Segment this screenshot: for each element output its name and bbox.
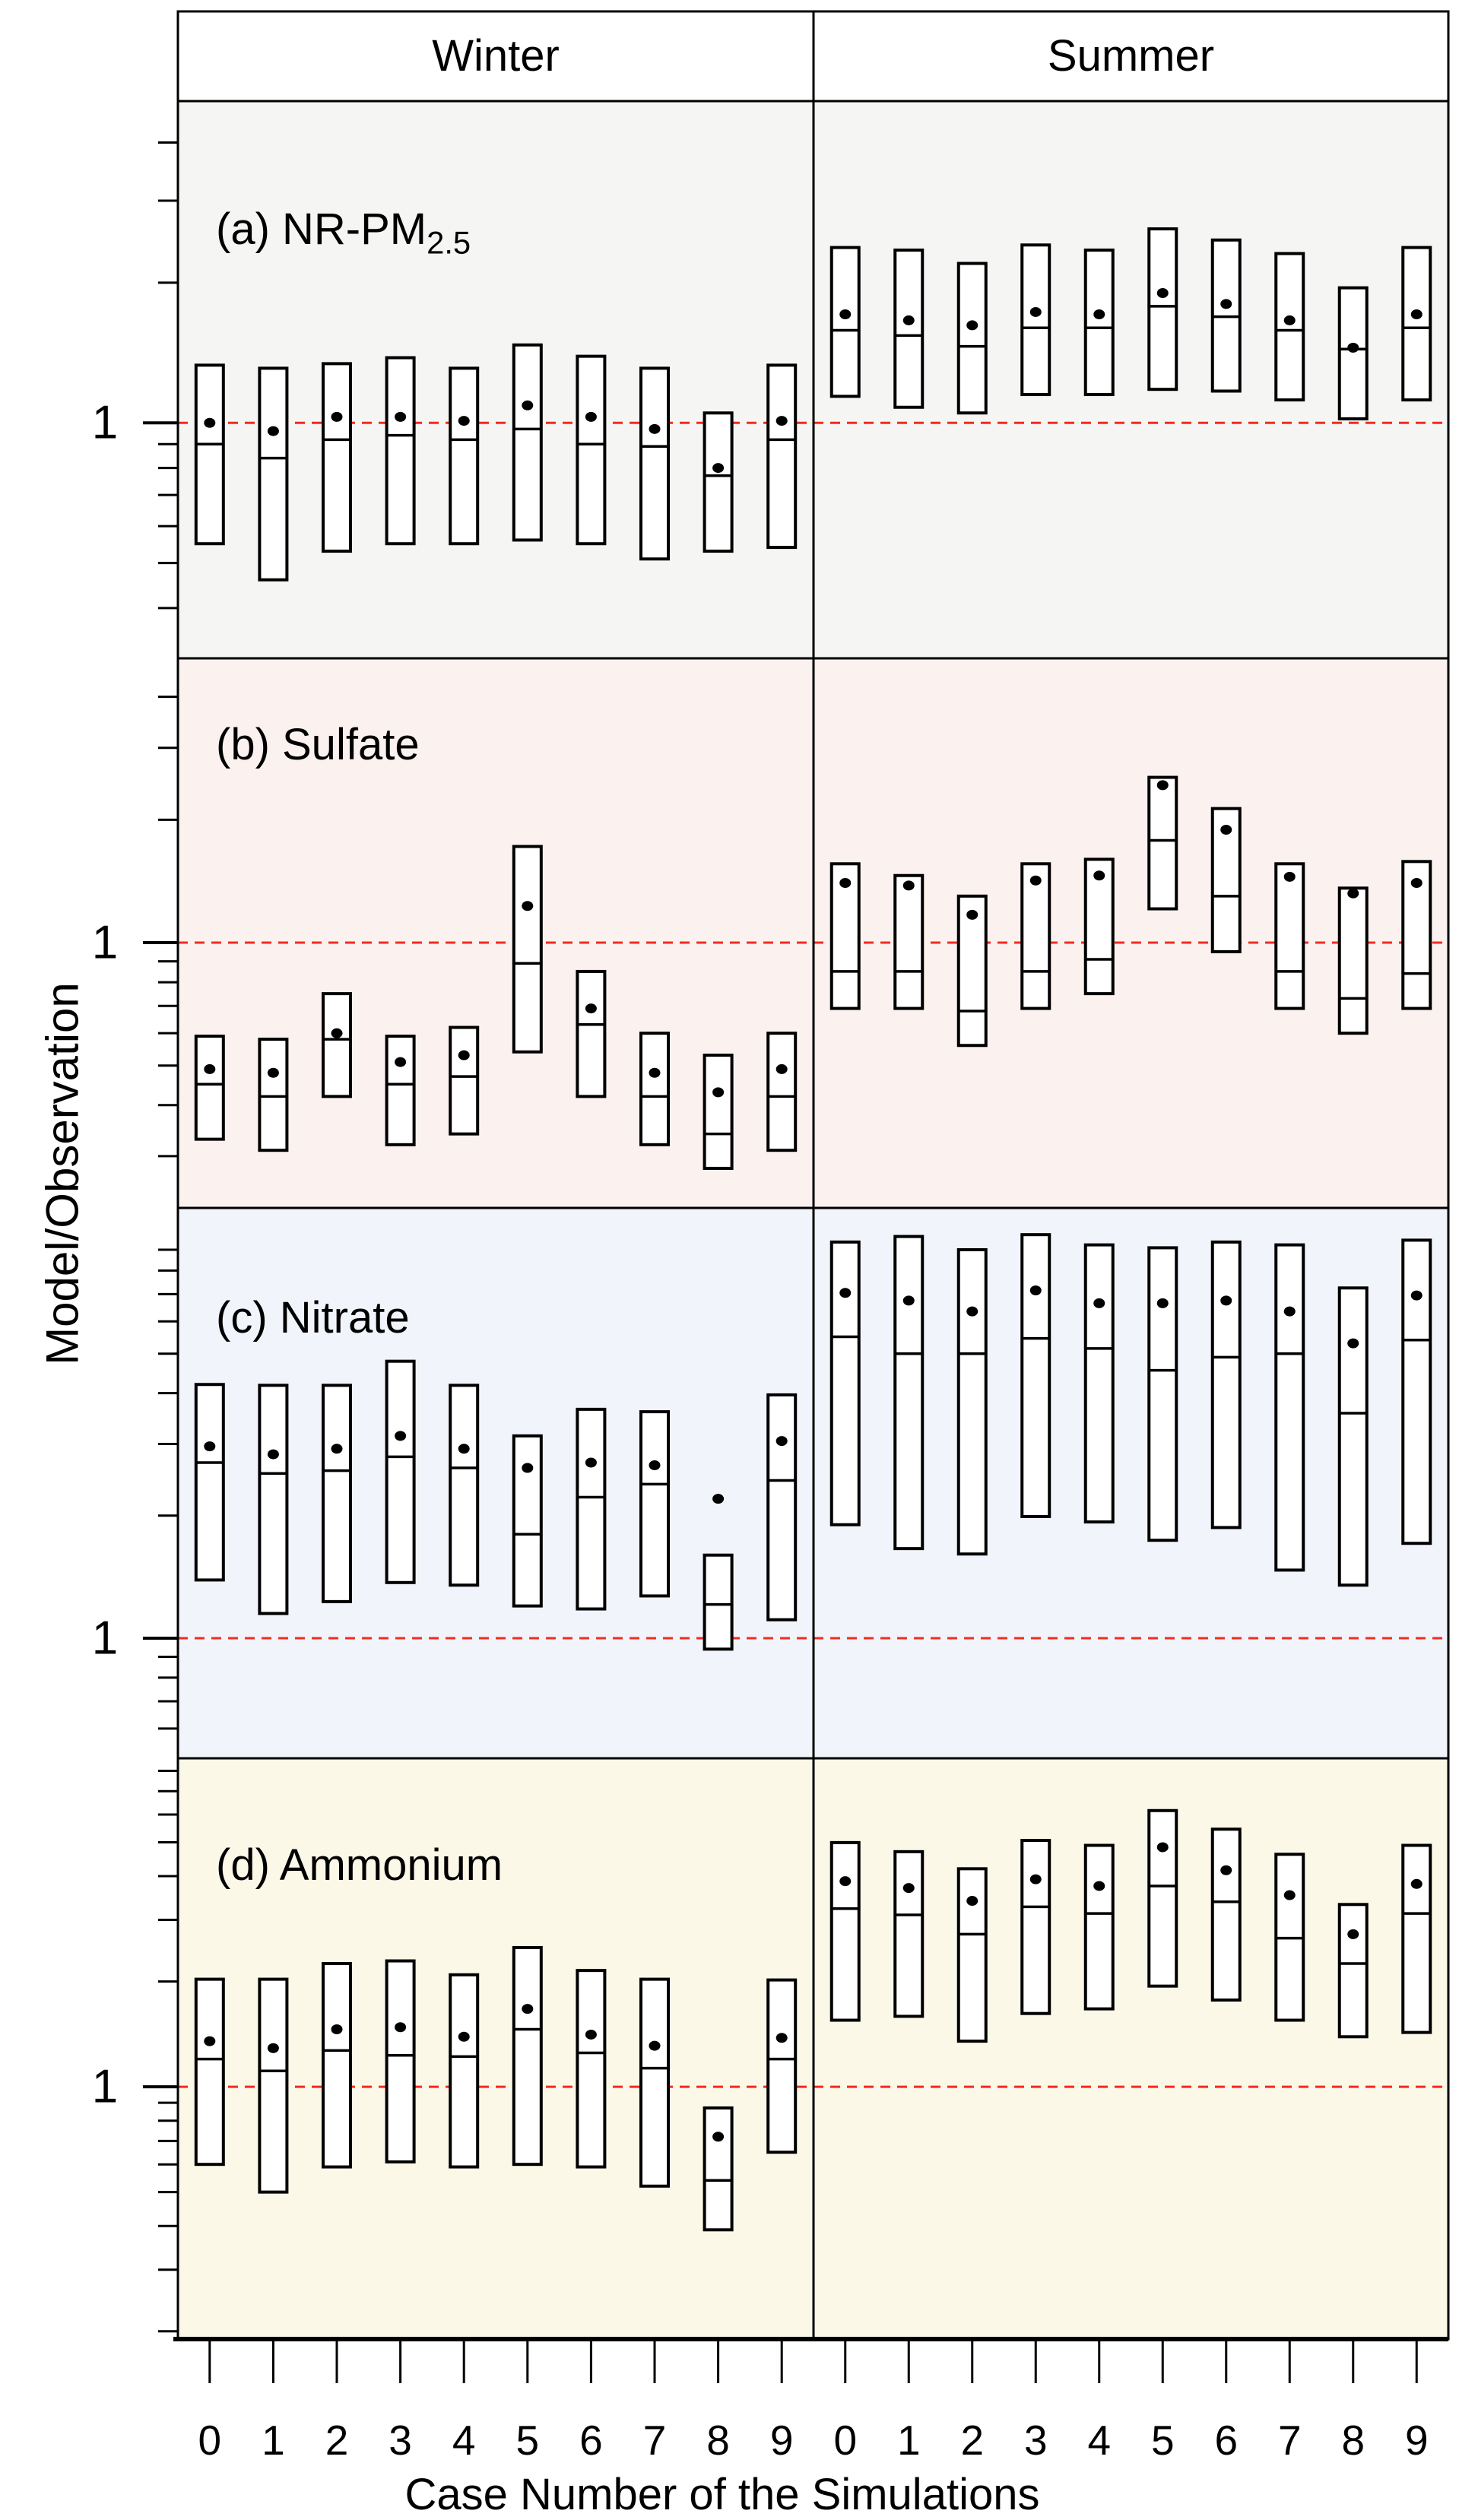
- mean-dot-c-winter-7: [649, 1460, 661, 1470]
- mean-dot-c-winter-3: [395, 1431, 406, 1441]
- mean-dot-b-summer-0: [839, 878, 851, 888]
- x-tick-label-winter-3: 3: [389, 2417, 412, 2464]
- box-b-summer-3: [1022, 864, 1049, 1008]
- mean-dot-c-summer-7: [1284, 1307, 1296, 1317]
- mean-dot-c-winter-4: [458, 1444, 470, 1453]
- mean-dot-c-winter-1: [268, 1450, 279, 1460]
- mean-dot-a-winter-8: [712, 463, 724, 473]
- mean-dot-b-summer-6: [1220, 825, 1232, 835]
- x-tick-label-summer-9: 9: [1404, 2417, 1429, 2464]
- mean-dot-b-winter-4: [458, 1051, 470, 1060]
- box-d-winter-0: [196, 1980, 224, 2165]
- mean-dot-d-summer-6: [1220, 1865, 1232, 1875]
- box-c-winter-3: [387, 1361, 414, 1583]
- mean-dot-c-summer-1: [903, 1295, 915, 1305]
- y-tick-label-one-c: 1: [91, 1612, 119, 1665]
- x-axis-title: Case Number of the Simulations: [404, 2470, 1040, 2519]
- mean-dot-a-summer-8: [1347, 343, 1359, 353]
- box-d-winter-4: [450, 1975, 477, 2167]
- box-b-winter-3: [387, 1036, 414, 1145]
- box-b-winter-5: [514, 847, 541, 1052]
- box-c-winter-5: [514, 1436, 541, 1606]
- mean-dot-b-winter-6: [585, 1003, 597, 1013]
- mean-dot-b-winter-0: [204, 1064, 215, 1074]
- box-d-winter-2: [323, 1964, 350, 2167]
- mean-dot-c-summer-3: [1030, 1285, 1042, 1295]
- box-b-winter-4: [450, 1028, 477, 1134]
- mean-dot-c-summer-2: [966, 1307, 978, 1317]
- box-c-summer-1: [895, 1237, 922, 1549]
- mean-dot-d-winter-1: [268, 2043, 279, 2053]
- y-axis-title: Model/Observation: [36, 982, 88, 1365]
- mean-dot-d-summer-2: [966, 1896, 978, 1906]
- header-winter: Winter: [432, 31, 560, 81]
- mean-dot-a-winter-7: [649, 424, 661, 434]
- mean-dot-b-summer-7: [1284, 872, 1296, 882]
- box-b-winter-9: [768, 1033, 795, 1150]
- mean-dot-d-winter-2: [331, 2024, 343, 2034]
- box-d-summer-5: [1149, 1811, 1176, 1986]
- mean-dot-d-winter-0: [204, 2037, 215, 2046]
- box-d-summer-0: [832, 1843, 859, 2021]
- mean-dot-a-winter-5: [522, 401, 533, 410]
- mean-dot-b-winter-9: [776, 1064, 788, 1074]
- x-tick-label-summer-3: 3: [1023, 2417, 1048, 2464]
- x-tick-label-summer-4: 4: [1087, 2417, 1112, 2464]
- mean-dot-b-summer-1: [903, 880, 915, 890]
- x-tick-label-winter-6: 6: [579, 2417, 603, 2464]
- x-tick-label-summer-7: 7: [1277, 2417, 1302, 2464]
- box-a-summer-4: [1086, 250, 1113, 395]
- box-a-winter-7: [641, 368, 668, 559]
- mean-dot-a-summer-9: [1411, 309, 1423, 319]
- box-b-winter-1: [259, 1039, 287, 1150]
- mean-dot-d-summer-1: [903, 1883, 915, 1893]
- box-a-summer-3: [1022, 245, 1049, 395]
- box-a-summer-2: [959, 264, 986, 414]
- box-a-summer-5: [1149, 229, 1176, 389]
- box-d-winter-3: [387, 1961, 414, 2162]
- box-d-summer-1: [895, 1852, 922, 2017]
- mean-dot-c-summer-6: [1220, 1295, 1232, 1305]
- mean-dot-b-winter-7: [649, 1068, 661, 1078]
- box-b-summer-8: [1340, 888, 1367, 1033]
- box-b-winter-7: [641, 1033, 668, 1145]
- mean-dot-c-winter-9: [776, 1436, 788, 1446]
- x-tick-label-winter-8: 8: [706, 2417, 730, 2464]
- box-d-winter-5: [514, 1948, 541, 2164]
- x-tick-label-winter-1: 1: [262, 2417, 285, 2464]
- box-c-winter-8: [705, 1555, 732, 1650]
- box-c-winter-4: [450, 1385, 477, 1585]
- mean-dot-c-summer-8: [1347, 1339, 1359, 1349]
- mean-dot-b-summer-3: [1030, 876, 1042, 886]
- box-d-summer-9: [1403, 1846, 1430, 2033]
- mean-dot-d-winter-3: [395, 2022, 406, 2032]
- x-tick-label-winter-4: 4: [452, 2417, 476, 2464]
- box-a-winter-4: [450, 368, 477, 544]
- box-b-winter-6: [577, 972, 604, 1096]
- mean-dot-c-summer-9: [1411, 1291, 1423, 1301]
- mean-dot-b-summer-2: [966, 910, 978, 920]
- box-a-winter-9: [768, 365, 795, 547]
- mean-dot-a-winter-1: [268, 426, 279, 436]
- box-a-summer-1: [895, 250, 922, 407]
- mean-dot-d-winter-9: [776, 2033, 788, 2043]
- mean-dot-b-winter-1: [268, 1068, 279, 1078]
- mean-dot-d-winter-8: [712, 2132, 724, 2141]
- panel-label-b: (b) Sulfate: [216, 720, 420, 769]
- box-d-summer-3: [1022, 1840, 1049, 2014]
- mean-dot-d-summer-7: [1284, 1891, 1296, 1900]
- x-tick-label-summer-1: 1: [896, 2417, 921, 2464]
- box-c-winter-1: [259, 1385, 287, 1613]
- box-d-summer-4: [1086, 1846, 1113, 2009]
- y-tick-label-one-d: 1: [91, 2060, 119, 2113]
- mean-dot-a-summer-0: [839, 309, 851, 319]
- box-b-winter-2: [323, 994, 350, 1096]
- box-d-summer-2: [959, 1869, 986, 2041]
- panel-label-d: (d) Ammonium: [216, 1840, 503, 1890]
- x-tick-label-winter-7: 7: [642, 2417, 667, 2464]
- mean-dot-d-summer-4: [1093, 1881, 1105, 1891]
- x-tick-label-winter-5: 5: [515, 2417, 540, 2464]
- box-a-winter-0: [196, 365, 224, 544]
- box-d-summer-6: [1213, 1829, 1240, 2000]
- y-tick-label-one-b: 1: [91, 916, 119, 969]
- box-d-winter-6: [577, 1970, 604, 2167]
- mean-dot-d-winter-6: [585, 2030, 597, 2040]
- mean-dot-a-summer-7: [1284, 315, 1296, 325]
- mean-dot-d-summer-0: [839, 1876, 851, 1886]
- mean-dot-a-winter-4: [458, 416, 470, 426]
- x-tick-label-summer-8: 8: [1341, 2417, 1365, 2464]
- box-b-summer-7: [1276, 864, 1303, 1008]
- box-c-summer-3: [1022, 1235, 1049, 1517]
- mean-dot-d-summer-8: [1347, 1929, 1359, 1939]
- mean-dot-b-summer-8: [1347, 889, 1359, 899]
- mean-dot-a-winter-2: [331, 412, 343, 422]
- box-b-summer-1: [895, 876, 922, 1009]
- x-tick-label-summer-2: 2: [960, 2417, 985, 2464]
- mean-dot-c-winter-2: [331, 1444, 343, 1453]
- mean-dot-a-summer-6: [1220, 299, 1232, 309]
- box-c-winter-0: [196, 1384, 224, 1580]
- box-a-summer-8: [1340, 288, 1367, 419]
- box-d-winter-7: [641, 1980, 668, 2186]
- box-c-summer-8: [1340, 1288, 1367, 1585]
- y-tick-label-one-a: 1: [91, 396, 119, 449]
- box-d-winter-9: [768, 1980, 795, 2153]
- box-c-summer-6: [1213, 1242, 1240, 1528]
- mean-dot-b-winter-5: [522, 901, 533, 911]
- box-c-summer-4: [1086, 1245, 1113, 1522]
- box-a-winter-6: [577, 357, 604, 544]
- mean-dot-a-summer-3: [1030, 307, 1042, 317]
- box-b-summer-5: [1149, 778, 1176, 909]
- box-a-winter-3: [387, 358, 414, 544]
- box-c-summer-5: [1149, 1247, 1176, 1540]
- mean-dot-b-winter-8: [712, 1087, 724, 1097]
- mean-dot-d-winter-5: [522, 2004, 533, 2014]
- mean-dot-c-summer-0: [839, 1288, 851, 1298]
- box-b-winter-0: [196, 1036, 224, 1140]
- mean-dot-d-winter-4: [458, 2032, 470, 2042]
- mean-dot-c-summer-5: [1157, 1298, 1169, 1308]
- mean-dot-b-winter-2: [331, 1029, 343, 1038]
- mean-dot-c-winter-0: [204, 1441, 215, 1451]
- box-a-winter-1: [259, 368, 287, 579]
- box-c-summer-0: [832, 1242, 859, 1525]
- x-tick-label-winter-0: 0: [198, 2417, 222, 2464]
- mean-dot-c-winter-5: [522, 1463, 533, 1473]
- mean-dot-d-summer-3: [1030, 1875, 1042, 1884]
- mean-dot-a-summer-5: [1157, 288, 1169, 298]
- panel-label-c: (c) Nitrate: [216, 1293, 410, 1342]
- mean-dot-d-winter-7: [649, 2041, 661, 2051]
- mean-dot-b-winter-3: [395, 1057, 406, 1067]
- mean-dot-a-winter-9: [776, 416, 788, 426]
- x-tick-label-summer-0: 0: [833, 2417, 858, 2464]
- box-c-winter-6: [577, 1409, 604, 1609]
- box-a-winter-8: [705, 413, 732, 551]
- mean-dot-b-summer-4: [1093, 870, 1105, 880]
- mean-dot-d-summer-9: [1411, 1879, 1423, 1889]
- box-c-winter-7: [641, 1412, 668, 1596]
- box-c-summer-2: [959, 1250, 986, 1554]
- box-c-winter-2: [323, 1385, 350, 1602]
- x-tick-label-summer-6: 6: [1214, 2417, 1239, 2464]
- box-a-winter-5: [514, 345, 541, 540]
- box-a-summer-7: [1276, 254, 1303, 401]
- mean-dot-c-summer-4: [1093, 1298, 1105, 1308]
- box-d-winter-1: [259, 1980, 287, 2192]
- box-a-summer-9: [1403, 248, 1430, 400]
- mean-dot-a-summer-2: [966, 320, 978, 330]
- x-tick-label-summer-5: 5: [1150, 2417, 1175, 2464]
- mean-dot-a-winter-3: [395, 412, 406, 422]
- mean-dot-a-summer-4: [1093, 309, 1105, 319]
- mean-dot-b-summer-9: [1411, 878, 1423, 888]
- mean-dot-c-winter-6: [585, 1458, 597, 1468]
- mean-dot-a-winter-6: [585, 412, 597, 422]
- mean-dot-b-summer-5: [1157, 780, 1169, 790]
- x-tick-label-winter-9: 9: [769, 2417, 794, 2464]
- x-tick-label-winter-2: 2: [325, 2417, 349, 2464]
- header-summer: Summer: [1047, 31, 1215, 81]
- box-d-winter-8: [705, 2108, 732, 2230]
- box-a-winter-2: [323, 363, 350, 551]
- box-b-winter-8: [705, 1055, 732, 1168]
- box-c-summer-9: [1403, 1240, 1430, 1543]
- box-c-winter-9: [768, 1395, 795, 1620]
- box-c-summer-7: [1276, 1245, 1303, 1571]
- box-d-summer-8: [1340, 1904, 1367, 2037]
- panel-label-a: (a) $NR-PM_{2.5}$: [216, 204, 471, 261]
- box-a-summer-0: [832, 248, 859, 397]
- mean-dot-a-winter-0: [204, 418, 215, 428]
- mean-dot-c-winter-8: [712, 1494, 724, 1504]
- mean-dot-a-summer-1: [903, 315, 915, 325]
- mean-dot-d-summer-5: [1157, 1842, 1169, 1852]
